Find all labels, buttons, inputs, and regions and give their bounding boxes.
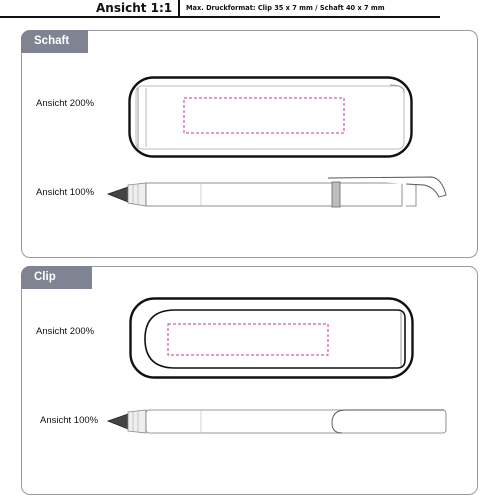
header-rule [0, 16, 440, 18]
pen-tip [108, 414, 128, 429]
schaft-view-200-label: Ansicht 200% [36, 98, 95, 109]
accent-band [332, 182, 340, 207]
clip-pen-100 [106, 406, 452, 440]
clip-view-200-label: Ansicht 200% [36, 326, 95, 337]
clip-view-100-label: Ansicht 100% [40, 415, 99, 426]
pen-grip [128, 183, 146, 206]
pen-tip [108, 187, 128, 202]
schaft-pen-100 [106, 175, 452, 215]
pen-barrel [146, 410, 446, 433]
header-bar [0, 0, 500, 18]
pen-grip [128, 410, 146, 433]
pen-barrel [146, 183, 402, 206]
schaft-view-100-label: Ansicht 100% [36, 187, 95, 198]
clip-tab: Clip [21, 266, 92, 289]
schaft-tab: Schaft [21, 30, 88, 53]
page-title: Ansicht 1:1 [96, 1, 173, 15]
pen-barrel-inner [136, 86, 404, 149]
print-format-info: Max. Druckformat: Clip 35 x 7 mm / Schaft 40 x 7 mm [186, 4, 385, 12]
header-separator [178, 0, 180, 16]
clip-pen-200 [129, 297, 414, 379]
clip-shape [145, 310, 405, 368]
schaft-pen-200 [128, 76, 413, 158]
